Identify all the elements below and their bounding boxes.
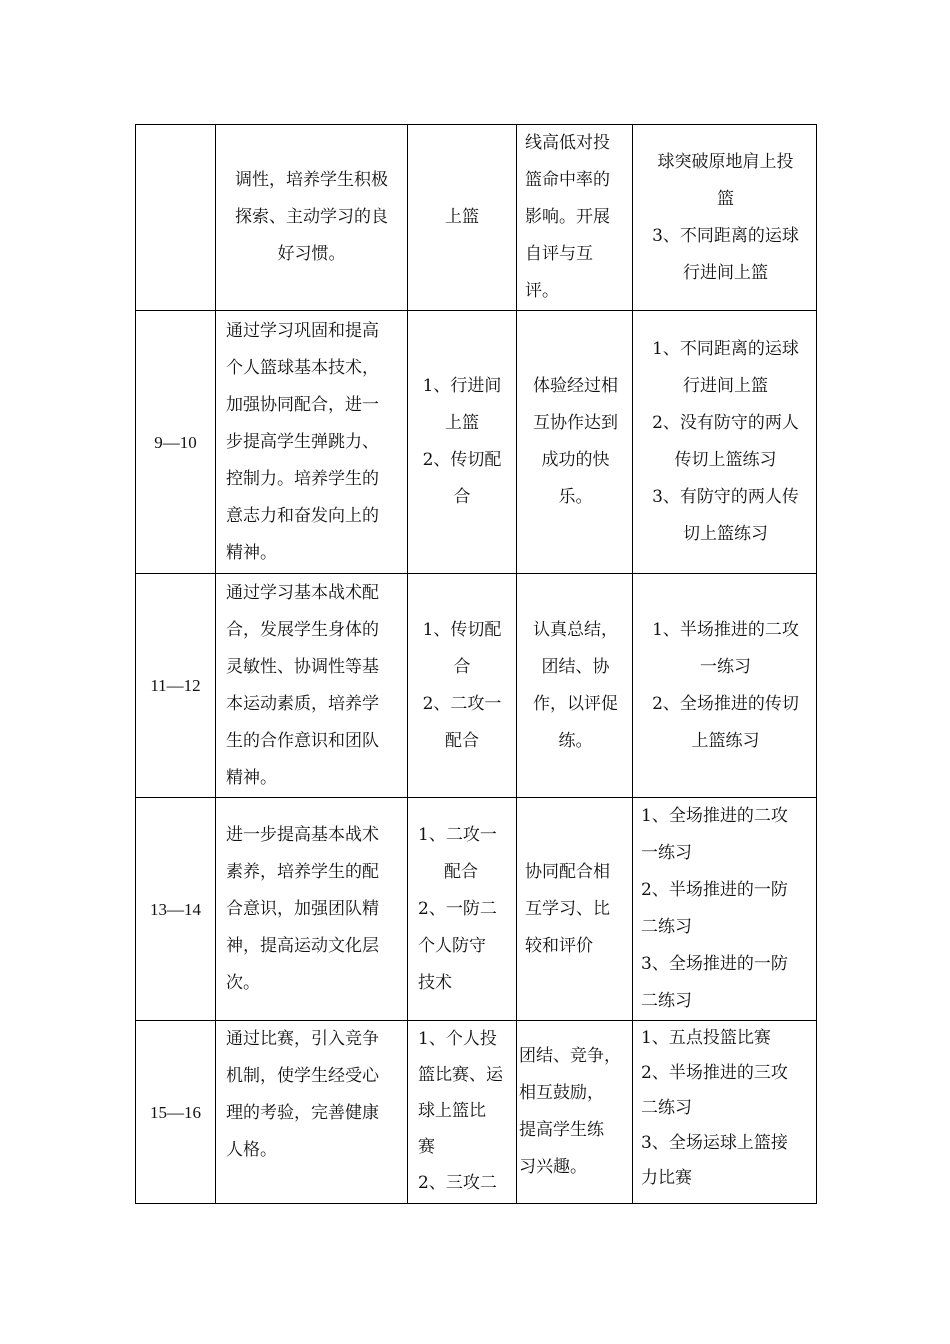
methods-cell: 1、半场推进的二攻 一练习 2、全场推进的传切 上篮练习: [633, 574, 817, 798]
objective-cell: 通过比赛，引入竞争 机制，使学生经受心 理的考验，完善健康 人格。: [216, 1021, 408, 1204]
methods-cell: 1、五点投篮比赛 2、半场推进的三攻 二练习 3、全场运球上篮接 力比赛: [633, 1021, 817, 1204]
period-cell: [136, 125, 216, 311]
evaluation-cell: 体验经过相 互协作达到 成功的快 乐。: [517, 311, 633, 574]
content-cell: 1、行进间 上篮 2、传切配 合: [408, 311, 517, 574]
objective-cell: 通过学习基本战术配 合，发展学生身体的 灵敏性、协调性等基 本运动素质，培养学 生的合作意识和团队 精神。: [216, 574, 408, 798]
table-row: [136, 798, 817, 1021]
objective-cell: 通过学习巩固和提高 个人篮球基本技术， 加强协同配合，进一 步提高学生弹跳力、 控制力。培养学生的 意志力和奋发向上的 精神。: [216, 311, 408, 574]
table-row: [136, 311, 817, 574]
table-row: [136, 574, 817, 798]
period-cell: 15—16: [136, 1021, 216, 1204]
objective-cell: 调性，培养学生积极 探索、主动学习的良 好习惯。: [216, 125, 408, 311]
content-cell: 1、传切配 合 2、二攻一 配合: [408, 574, 517, 798]
evaluation-cell: 线高低对投 篮命中率的 影响。开展 自评与互 评。: [517, 125, 633, 311]
content-cell: 1、二攻一 配合 2、一防二 个人防守 技术: [408, 798, 517, 1021]
evaluation-cell: 认真总结， 团结、协 作，以评促 练。: [517, 574, 633, 798]
content-cell: 1、个人投 篮比赛、运 球上篮比 赛 2、三攻二: [408, 1021, 517, 1204]
methods-cell: 球突破原地肩上投 篮 3、不同距离的运球 行进间上篮: [633, 125, 817, 311]
teaching-plan-table: [135, 124, 817, 1204]
table-row: [136, 1021, 817, 1204]
period-cell: 13—14: [136, 798, 216, 1021]
period-cell: 9—10: [136, 311, 216, 574]
methods-cell: 1、不同距离的运球 行进间上篮 2、没有防守的两人 传切上篮练习 3、有防守的两人传 切上篮练习: [633, 311, 817, 574]
content-cell: 上篮: [408, 125, 517, 311]
table-row: [136, 125, 817, 311]
evaluation-cell: 协同配合相 互学习、比 较和评价: [517, 798, 633, 1021]
methods-cell: 1、全场推进的二攻 一练习 2、半场推进的一防 二练习 3、全场推进的一防 二练习: [633, 798, 817, 1021]
evaluation-cell: 团结、竞争， 相互鼓励， 提高学生练 习兴趣。: [517, 1021, 633, 1204]
period-cell: 11—12: [136, 574, 216, 798]
objective-cell: 进一步提高基本战术 素养，培养学生的配 合意识，加强团队精 神，提高运动文化层 次。: [216, 798, 408, 1021]
